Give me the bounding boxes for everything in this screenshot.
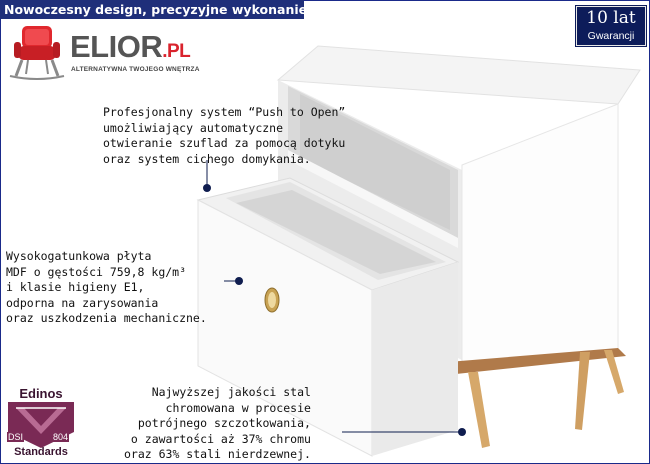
edinos-title: Edinos [19,386,63,401]
edinos-code-right: 804 [53,432,69,442]
promo-banner: Nowoczesny design, precyzyjne wykonanie! [0,0,304,19]
feature-chrome-steel: Najwyższej jakości stal chromowana w procesie potrójnego szczotkowania, o zawartości aż 37% chromu oraz 63% stali nierdzewnej. [124,385,311,461]
feature-push-to-open: Profesjonalny system “Push to Open” umożliwiający automatyczne otwieranie szuflad za pomocą dotyku oraz system cichego domykania. [103,105,346,166]
edinos-footer: Standards [14,446,68,458]
pointer-dot [203,184,211,192]
pointer-dot [235,277,243,285]
warranty-years: 10 lat [586,8,636,28]
edinos-badge [4,386,78,460]
feature-mdf-board: Wysokogatunkowa płyta MDF o gęstości 759,8 kg/m³ i klasie higieny E1, odporna na zarysowania oraz uszkodzenia mechaniczne. [6,249,207,325]
logo-tagline: ALTERNATYWNA TWOJEGO WNĘTRZA [71,66,200,73]
edinos-code-left: DSI [8,432,24,442]
pointer-dot [458,428,466,436]
shield-icon [4,400,78,450]
logo-wordmark: ELIOR.PL [70,29,191,64]
warranty-label: Gwarancji [587,30,635,42]
